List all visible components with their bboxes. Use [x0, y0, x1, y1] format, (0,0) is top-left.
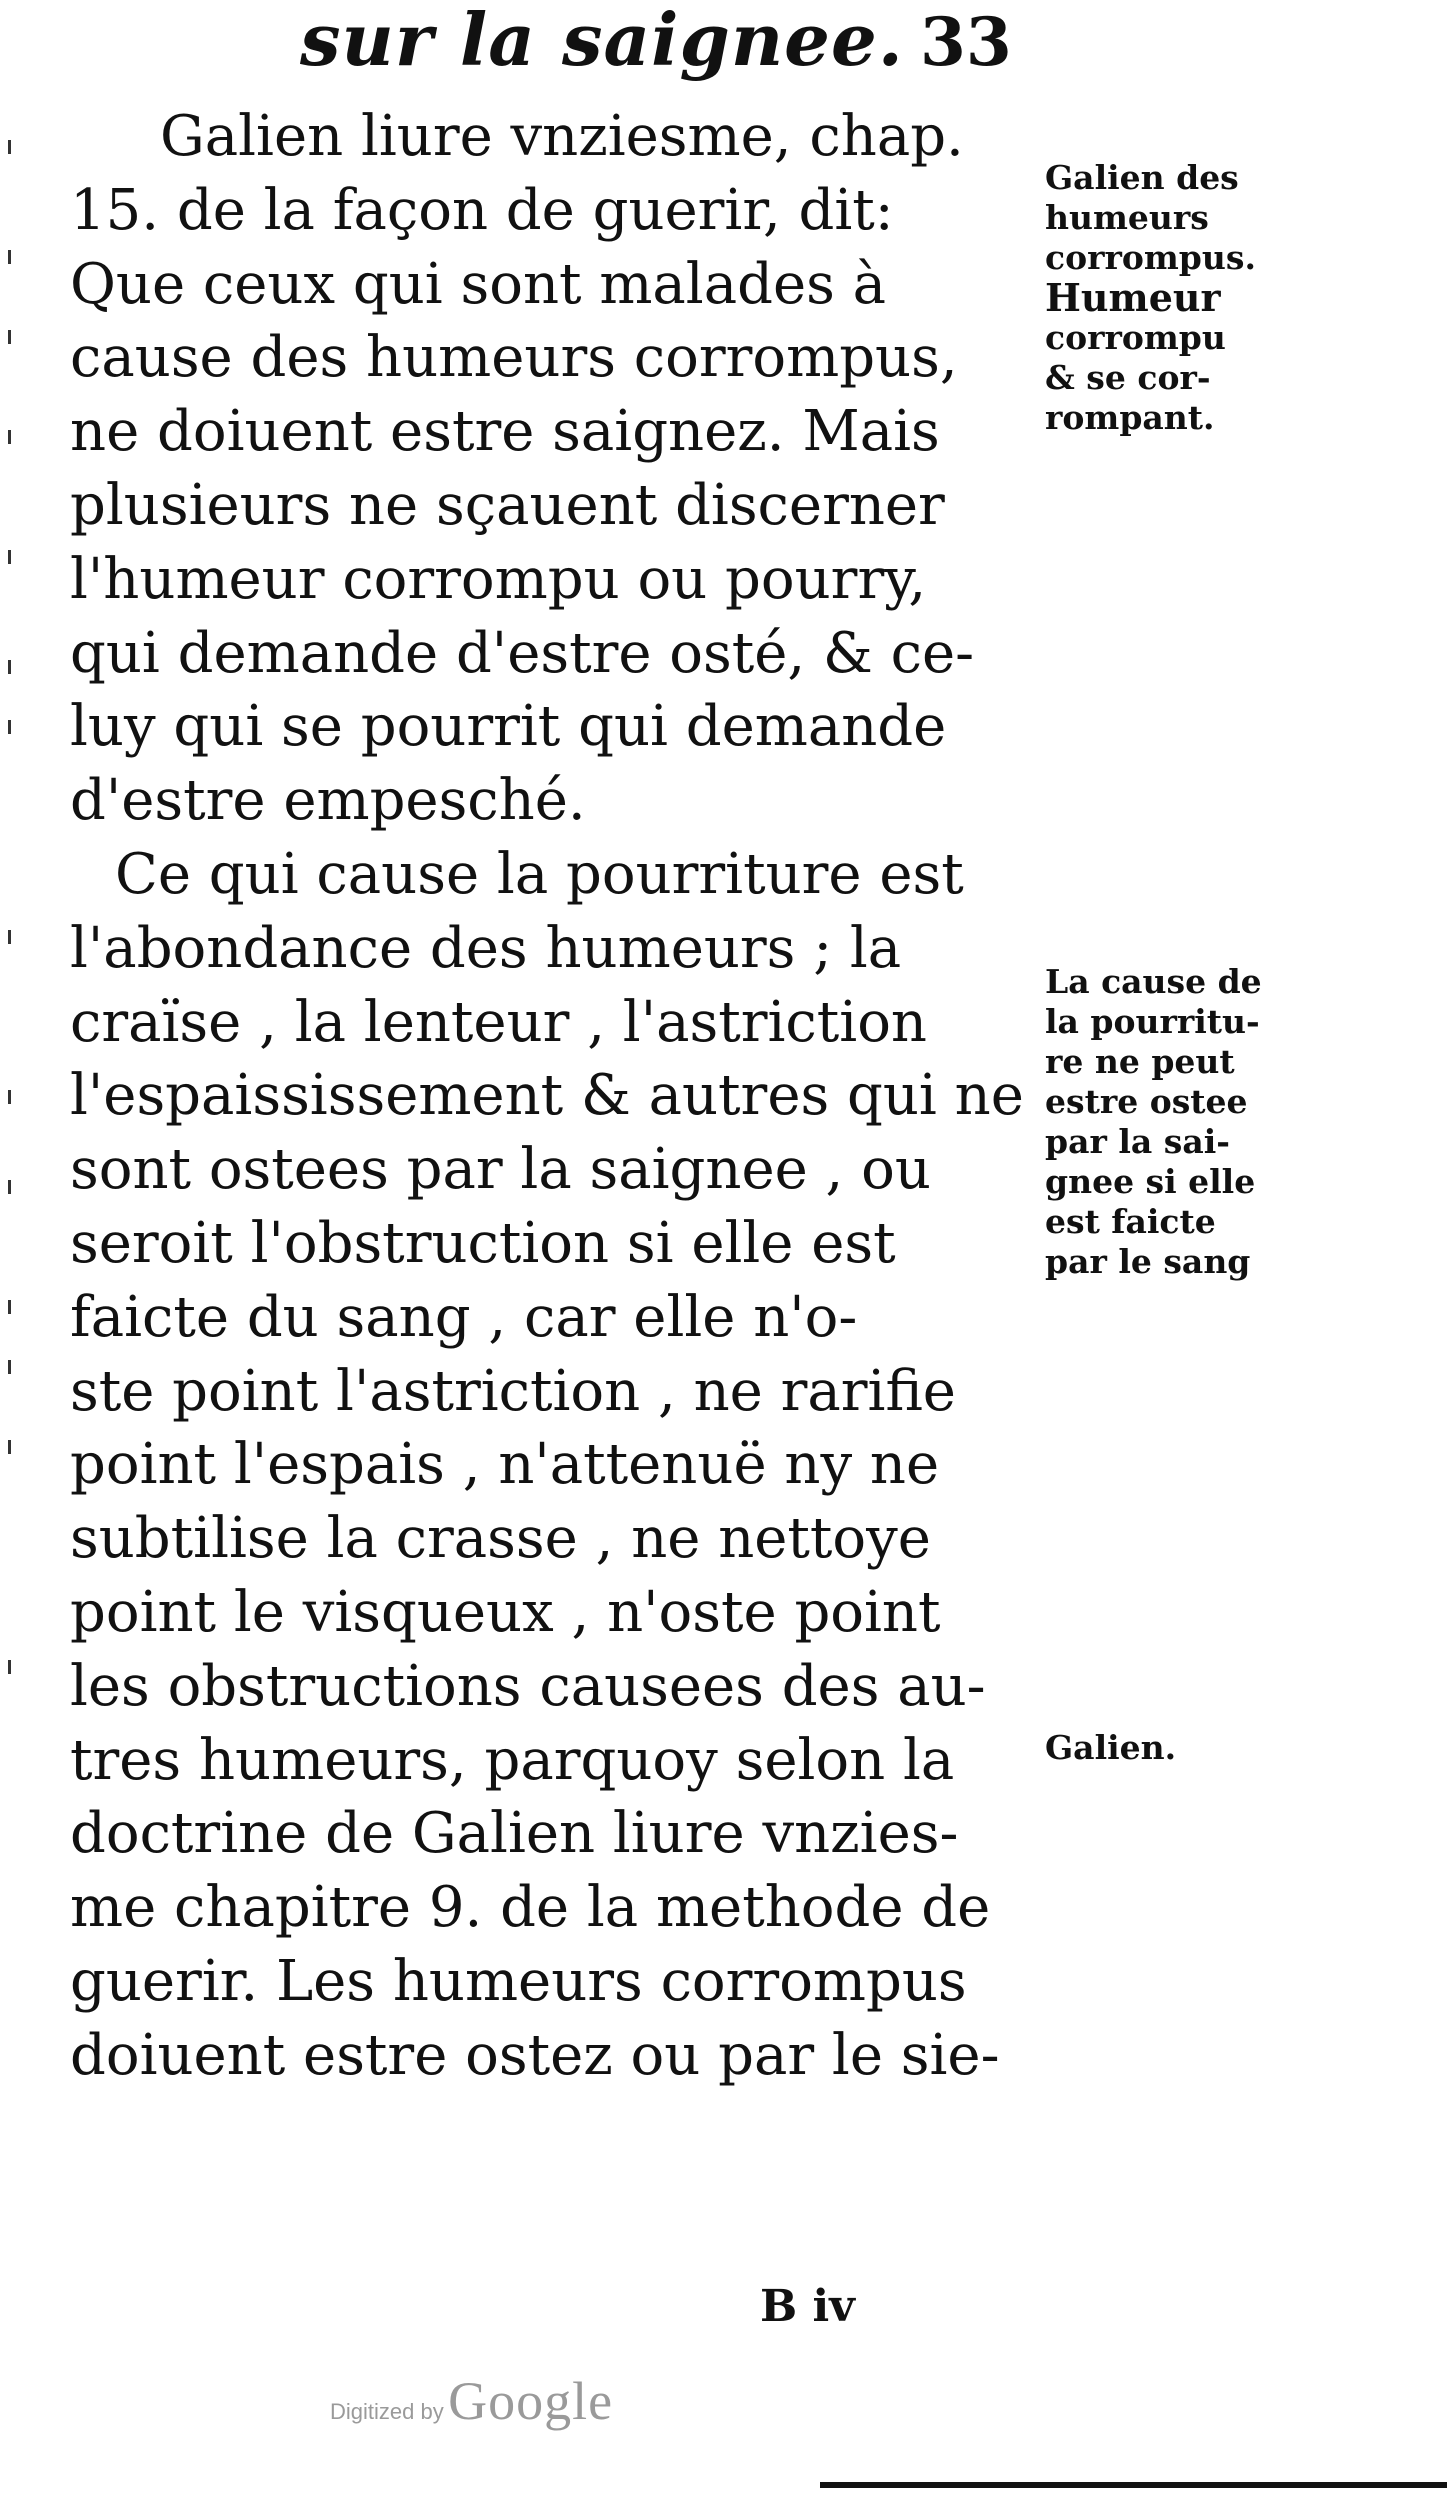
text-line: Ce qui cause la pourriture est: [115, 841, 964, 907]
margin-note-cause-pourriture: [1045, 962, 1345, 1282]
page-number: 33: [920, 3, 1012, 81]
text-line: doctrine de Galien liure vnzies-: [70, 1801, 959, 1867]
margin-note-line: La cause de: [1045, 962, 1262, 1001]
margin-note-line: par la sai-: [1045, 1122, 1230, 1161]
margin-note-line: la pourritu-: [1045, 1002, 1260, 1041]
text-line: ne doiuent estre saignez. Mais: [70, 399, 940, 465]
margin-note-line: Galien des: [1045, 158, 1239, 197]
text-line: d'estre empesché.: [70, 768, 586, 834]
paragraph-2: [70, 838, 1024, 2093]
text-line: l'espaississement & autres qui ne: [70, 1063, 1024, 1129]
text-line: doiuent estre ostez ou par le sie-: [70, 2022, 1000, 2088]
text-line: point l'espais , n'attenuë ny ne: [70, 1432, 940, 1498]
digitized-watermark: [330, 2370, 613, 2432]
margin-note-line: re ne peut: [1045, 1042, 1235, 1081]
margin-note-line: gnee si elle: [1045, 1162, 1256, 1201]
margin-note-galien: [1045, 1728, 1345, 1768]
text-line: faicte du sang , car elle n'o-: [70, 1284, 858, 1350]
watermark-logo: Google: [448, 2371, 614, 2431]
text-line: me chapitre 9. de la methode de: [70, 1875, 991, 1941]
margin-note-line: humeurs: [1045, 198, 1209, 237]
text-line: subtilise la crasse , ne nettoye: [70, 1506, 931, 1572]
text-line: guerir. Les humeurs corrompus: [70, 1948, 967, 2014]
margin-note-line: rompant.: [1045, 398, 1215, 437]
paragraph-1: [70, 100, 1020, 838]
text-line: tres humeurs, parquoy selon la: [70, 1727, 955, 1793]
bottom-edge-rule: [820, 2482, 1447, 2488]
text-line: ste point l'astriction , ne rarifie: [70, 1358, 956, 1424]
margin-note-line: & se cor-: [1045, 358, 1211, 397]
text-line: plusieurs ne sçauent discerner: [70, 472, 945, 538]
margin-note-line: Humeur: [1045, 275, 1221, 320]
text-line: Galien liure vnziesme, chap.: [160, 104, 964, 169]
text-line: luy qui se pourrit qui demande: [70, 694, 947, 760]
text-line: seroit l'obstruction si elle est: [70, 1210, 896, 1276]
margin-note-galien-humeurs: [1045, 158, 1345, 438]
text-line: craïse , la lenteur , l'astriction: [70, 989, 927, 1055]
margin-note-line: Galien.: [1045, 1728, 1177, 1767]
running-head: sur la saignee.: [300, 0, 904, 82]
margin-note-line: estre ostee: [1045, 1082, 1248, 1121]
text-line: Que ceux qui sont malades à: [70, 251, 887, 317]
margin-note-line: corrompu: [1045, 318, 1226, 357]
text-line: les obstructions causees des au-: [70, 1653, 986, 1719]
text-line: qui demande d'estre osté, & ce-: [70, 620, 975, 686]
margin-note-line: est faicte: [1045, 1202, 1216, 1241]
text-line: l'humeur corrompu ou pourry,: [70, 546, 927, 612]
signature-mark: B iv: [760, 2281, 855, 2332]
text-line: sont ostees par la saignee , ou: [70, 1137, 931, 1203]
text-line: cause des humeurs corrompus,: [70, 325, 958, 391]
text-line: point le visqueux , n'oste point: [70, 1579, 941, 1645]
watermark-prefix: Digitized by: [330, 2399, 444, 2424]
main-text: [70, 100, 1024, 2093]
text-line: 15. de la façon de guerir, dit:: [70, 177, 894, 243]
text-line: l'abondance des humeurs ; la: [70, 915, 902, 981]
page-edge-specks: [0, 100, 22, 1800]
margin-note-line: par le sang: [1045, 1242, 1251, 1281]
margin-note-line: corrompus.: [1045, 238, 1256, 277]
